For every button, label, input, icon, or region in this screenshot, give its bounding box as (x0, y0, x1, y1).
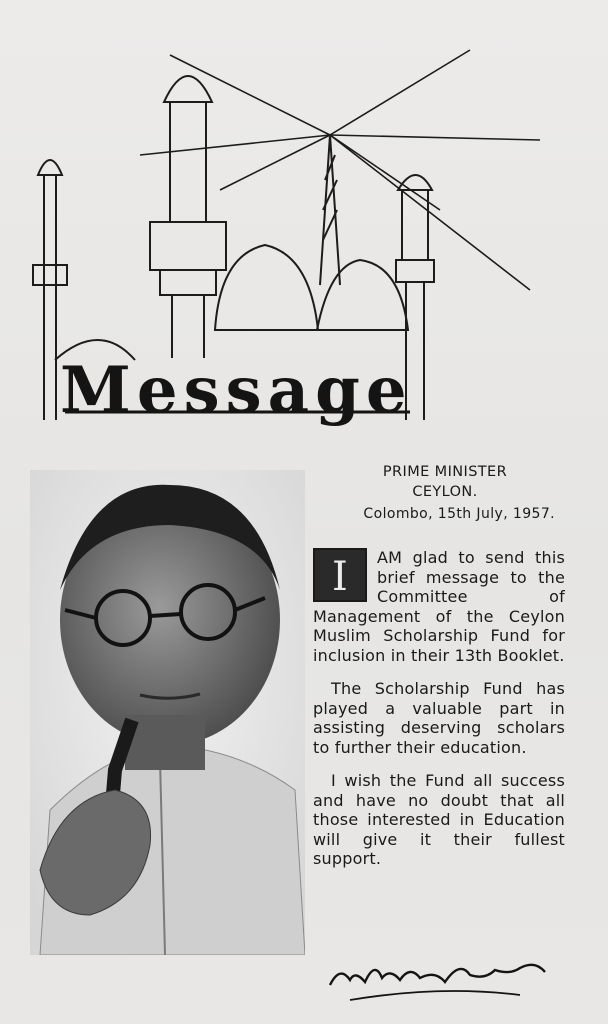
handwritten-signature (320, 940, 570, 1010)
heading-line-2: CEYLON. (412, 484, 478, 500)
message-title: Message (60, 353, 413, 428)
ornamental-dropcap: I (313, 548, 367, 602)
paragraph-3: I wish the Fund all success and have no doubt that all those interested in Education will give it their fullest support. (313, 771, 565, 868)
paragraph-1 (313, 548, 565, 665)
portrait-photo (30, 470, 305, 955)
mosque-illustration (20, 40, 580, 440)
paragraph-1-text: AM glad to send this brief message to the Committee of Management of the Ceylon Muslim Scholarship Fund for inclusion in their 13th Booklet. (313, 548, 565, 665)
date-line: Colombo, 15th July, 1957. (363, 506, 555, 522)
sunburst-rays (140, 50, 540, 290)
central-minaret (150, 76, 226, 358)
heading-line-1: PRIME MINISTER (382, 464, 508, 480)
lattice-tower (320, 135, 340, 285)
paragraph-2: The Scholarship Fund has played a valuable part in assisting deserving scholars to further their education. (313, 679, 565, 757)
right-dome (317, 260, 408, 330)
letter-body (313, 548, 565, 883)
letter-heading (335, 462, 555, 524)
main-dome (215, 245, 318, 330)
